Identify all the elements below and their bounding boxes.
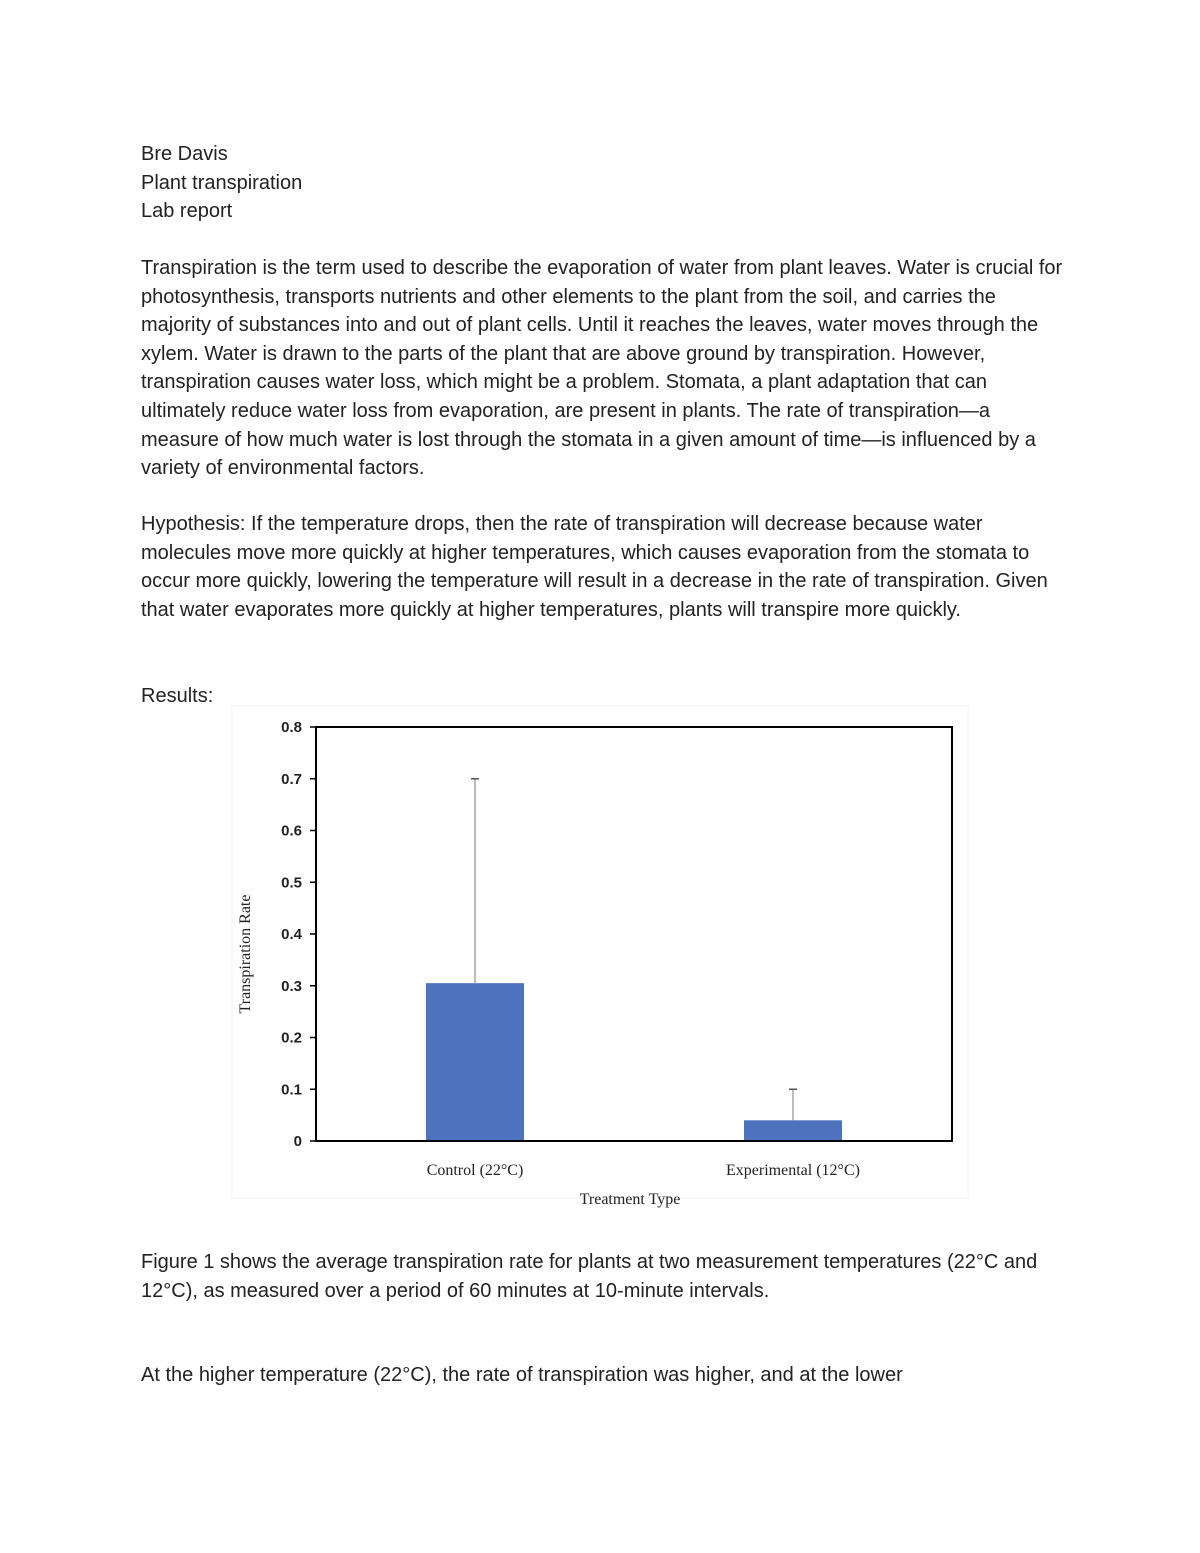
hypothesis-paragraph: Hypothesis: If the temperature drops, then the rate of transpiration will decrease because water molecules move more quickly at higher temperatures, which causes evaporation from the stomata to occur more quickly, lowering the temperature will result in a decrease in the rate of transpiration. Given that water evaporates more quickly at higher temperatures, plants will transpire more quickly. <box>141 513 1048 621</box>
bar-control <box>426 983 524 1140</box>
y-tick-label: 0.6 <box>281 822 302 840</box>
document-type: Lab report <box>141 200 233 223</box>
figure-caption: Figure 1 shows the average transpiration rate for plants at two measurement temperatures (22°C and 12°C), as measured over a period of 60 minutes at 10-minute intervals. <box>141 1251 1038 1302</box>
conclusion-paragraph: At the higher temperature (22°C), the rate of transpiration was higher, and at the lower <box>141 1364 903 1386</box>
y-tick-label: 0.1 <box>281 1081 302 1099</box>
x-category-label: Experimental (12°C) <box>726 1162 860 1179</box>
transpiration-chart <box>232 706 968 1208</box>
x-category-label: Control (22°C) <box>426 1162 524 1179</box>
y-axis-label: Transpiration Rate <box>237 894 254 1014</box>
author-name: Bre Davis <box>141 143 228 165</box>
y-tick-label: 0.4 <box>281 926 302 943</box>
document-header <box>141 140 1071 226</box>
y-tick-label: 0.3 <box>281 977 302 995</box>
y-tick-label: 0.5 <box>281 874 302 892</box>
bar-experimental <box>744 1120 842 1140</box>
results-label: Results: <box>141 685 214 707</box>
x-axis-label: Treatment Type <box>579 1191 681 1208</box>
y-tick-label: 0.8 <box>281 719 302 736</box>
intro-paragraph: Transpiration is the term used to describe the evaporation of water from plant leaves. Water is crucial for photosynthesis, transports nutrients and other elements to the plant from the soil, and carries the majority of substances into and out of plant cells. Until it reaches the leaves, water moves through the xylem. Water is drawn to the parts of the plant that are above ground by transpiration. However, transpiration causes water loss, which might be a problem. Stomata, a plant adaptation that can ultimately reduce water loss from evaporation, are present in plants. The rate of transpiration—a measure of how much water is lost through the stomata in a given amount of time—is influenced by a variety of environmental factors. <box>141 257 1063 480</box>
chart-background <box>232 706 968 1198</box>
y-tick-label: 0.2 <box>281 1029 302 1047</box>
y-tick-label: 0.7 <box>281 770 302 788</box>
y-tick-label: 0 <box>293 1133 302 1150</box>
course-title: Plant transpiration <box>141 171 303 194</box>
